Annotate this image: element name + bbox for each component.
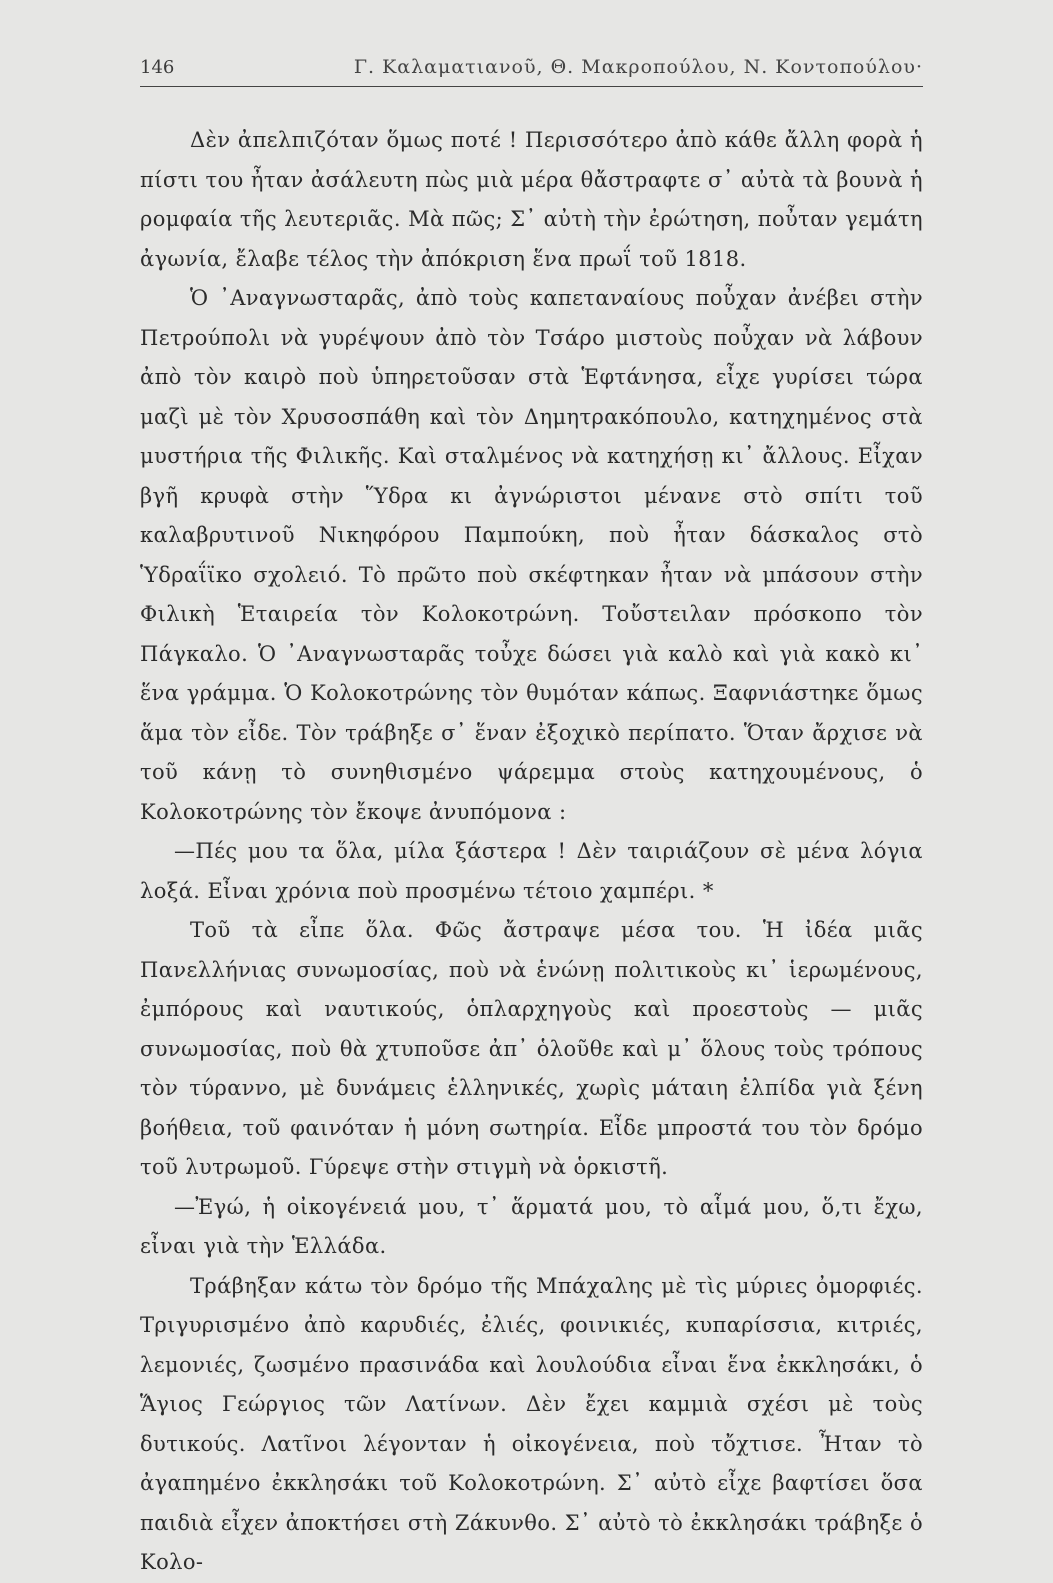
running-head xyxy=(140,56,923,87)
body-text xyxy=(140,121,923,1583)
paragraph: Τράβηξαν κάτω τὸν δρόμο τῆς Μπάχαλης μὲ τὶς μύριες ὀμορφιές. Τριγυρισμένο ἀπὸ καρυδιές, ἐλιές, φοινικιές, κυπαρίσσια, κιτριές, λεμονιές, ζωσμένο πρασινάδα καὶ λουλούδια εἶναι ἕνα ἐκκλησάκι, ὁ Ἅγιος Γεώργιος τῶν Λατίνων. Δὲν ἔχει καμμιὰ σχέσι μὲ τοὺς δυτικούς. Λατῖνοι λέγονταν ἡ οἰκογένεια, ποὺ τὄχτισε. Ἦταν τὸ ἀγαπημένο ἐκκλησάκι τοῦ Κολοκοτρώνη. Σ᾿ αὐτὸ εἶχε βαφτίσει ὅσα παιδιὰ εἶχεν ἀποκτήσει στὴ Ζάκυνθο. Σ᾿ αὐτὸ τὸ ἐκκλησάκι τράβηξε ὁ Κολο- xyxy=(140,1273,923,1574)
dialogue-paragraph: —Ἐγώ, ἡ οἰκογένειά μου, τ᾿ ἅρματά μου, τὸ αἷμά μου, ὅ,τι ἔχω, εἶναι γιὰ τὴν Ἑλλάδα. xyxy=(140,1194,923,1258)
dialogue-paragraph: —Πές μου τα ὅλα, μίλα ξάστερα ! Δὲν ταιριάζουν σὲ μένα λόγια λοξά. Εἶναι χρόνια ποὺ προσμένω τέτοιο χαμπέρι. * xyxy=(140,839,923,903)
paragraph: Τοῦ τὰ εἶπε ὅλα. Φῶς ἄστραψε μέσα του. Ἡ ἰδέα μιᾶς Πανελλήνιας συνωμοσίας, ποὺ νὰ ἑνώνῃ πολιτικοὺς κι᾿ ἱερωμένους, ἐμπόρους καὶ ναυτικούς, ὁπλαρχηγοὺς καὶ προεστοὺς — μιᾶς συνωμοσίας, ποὺ θὰ χτυποῦσε ἀπ᾿ ὁλοῦθε καὶ μ᾿ ὅλους τοὺς τρόπους τὸν τύραννο, μὲ δυνάμεις ἑλληνικές, χωρὶς μάταιη ἐλπίδα γιὰ ξένη βοήθεια, τοῦ φαινόταν ἡ μόνη σωτηρία. Εἶδε μπροστά του τὸν δρόμο τοῦ λυτρωμοῦ. Γύρεψε στὴν στιγμὴ νὰ ὁρκιστῆ. xyxy=(140,918,923,1179)
paragraph: Ὁ ᾿Αναγνωσταρᾶς, ἀπὸ τοὺς καπεταναίους ποὖχαν ἀνέβει στὴν Πετρούπολι νὰ γυρέψουν ἀπὸ τὸν Τσάρο μιστοὺς ποὖχαν νὰ λάβουν ἀπὸ τὸν καιρὸ ποὺ ὑπηρετοῦσαν στὰ Ἑφτάνησα, εἶχε γυρίσει τώρα μαζὶ μὲ τὸν Χρυσοσπάθη καὶ τὸν Δημητρακόπουλο, κατηχημένος στὰ μυστήρια τῆς Φιλικῆς. Καὶ σταλμένος νὰ κατηχήσῃ κι᾿ ἄλλους. Εἶχαν βγῆ κρυφὰ στὴν Ὕδρα κι ἀγνώριστοι μένανε στὸ σπίτι τοῦ καλαβρυτινοῦ Νικηφόρου Παμπούκη, ποὺ ἦταν δάσκαλος στὸ Ὑδραΐϊκο σχολειό. Τὸ πρῶτο ποὺ σκέφτηκαν ἦταν νὰ μπάσουν στὴν Φιλικὴ Ἑταιρεία τὸν Κολοκοτρώνη. Τοὔστειλαν πρόσκοπο τὸν Πάγκαλο. Ὁ ᾿Αναγνωσταρᾶς τοὖχε δώσει γιὰ καλὸ καὶ γιὰ κακὸ κι᾿ ἕνα γράμμα. Ὁ Κολοκοτρώνης τὸν θυμόταν κάπως. Ξαφνιάστηκε ὅμως ἅμα τὸν εἶδε. Τὸν τράβηξε σ᾿ ἕναν ἐξοχικὸ περίπατο. Ὅταν ἄρχισε νὰ τοῦ κάνῃ τὸ συνηθισμένο ψάρεμμα στοὺς κατηχουμένους, ὁ Κολοκοτρώνης τὸν ἔκοψε ἀνυπόμονα : xyxy=(140,286,923,824)
running-head-title: Γ. Καλαματιανοῦ, Θ. Μακροπούλου, Ν. Κοντοπούλου· xyxy=(353,56,923,78)
page-number: 146 xyxy=(140,57,175,78)
paragraph: Δὲν ἀπελπιζόταν ὅμως ποτέ ! Περισσότερο ἀπὸ κάθε ἄλλη φορὰ ἡ πίστι του ἦταν ἀσάλευτη πὼς μιὰ μέρα θἄστραφτε σ᾿ αὐτὰ τὰ βουνὰ ἡ ρομφαία τῆς λευτεριᾶς. Μὰ πῶς; Σ᾿ αὐτὴ τὴν ἐρώτηση, ποὖταν γεμάτη ἀγωνία, ἔλαβε τέλος τὴν ἀπόκριση ἕνα πρωΐ τοῦ 1818. xyxy=(140,128,923,271)
